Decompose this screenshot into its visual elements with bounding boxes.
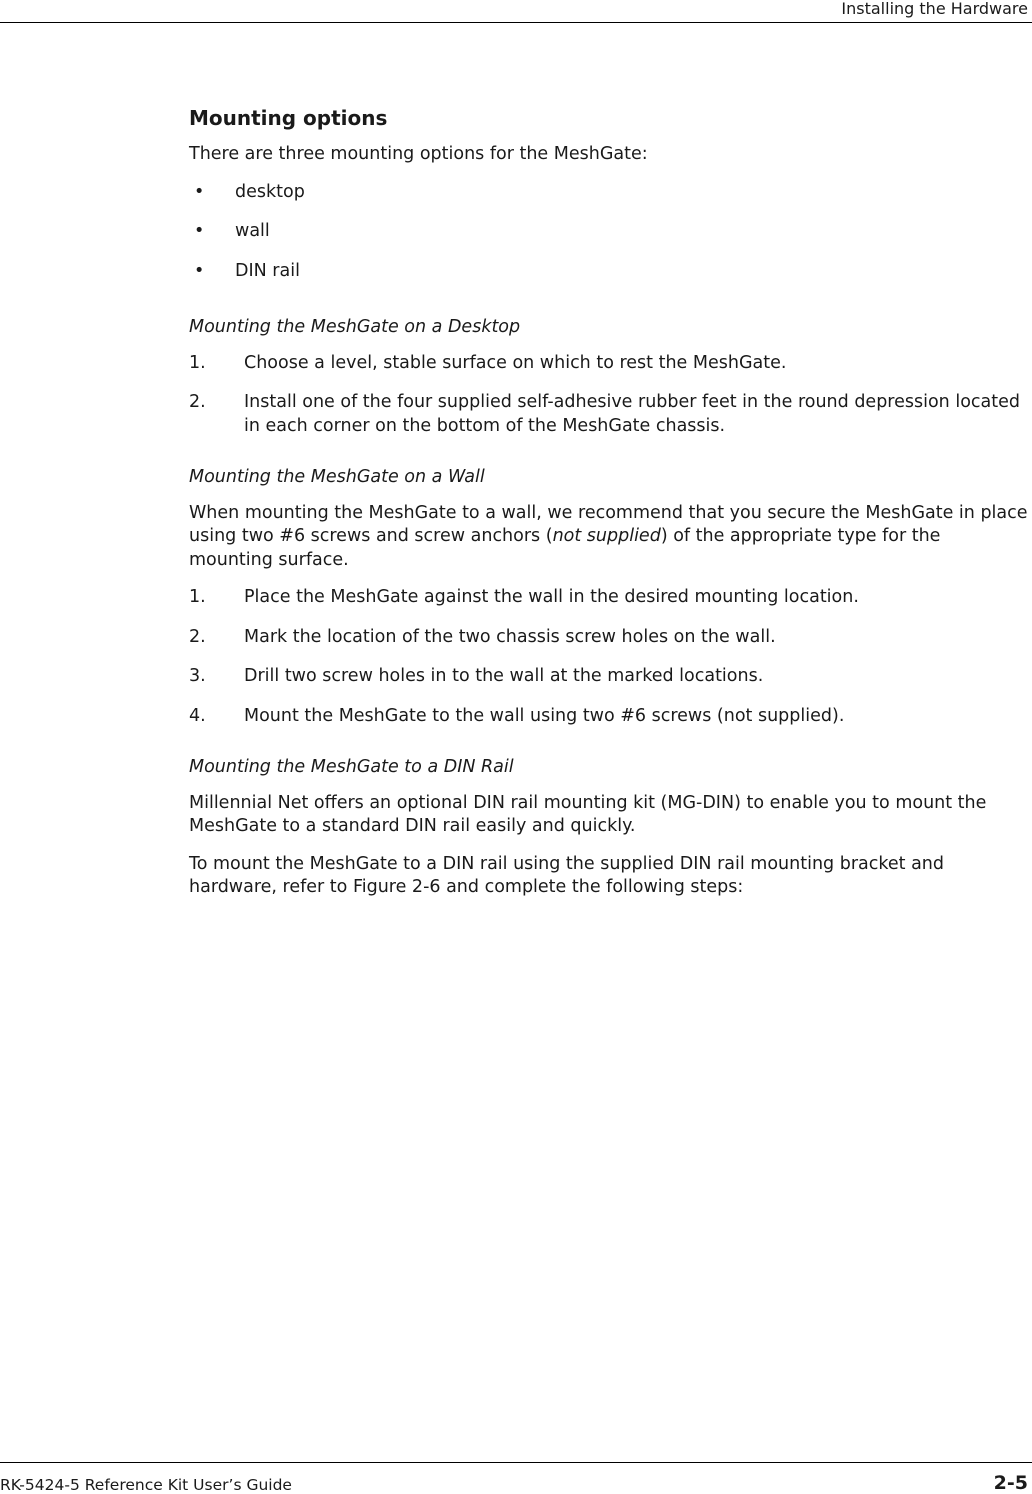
step-item bbox=[189, 352, 1029, 376]
step-number: 1. bbox=[189, 352, 206, 373]
section-heading-mounting-options: Mounting options bbox=[189, 106, 388, 130]
step-item bbox=[189, 665, 1029, 689]
option-label: DIN rail bbox=[235, 260, 300, 281]
bullet-icon: • bbox=[194, 221, 205, 241]
step-item bbox=[189, 391, 1029, 438]
header-rule bbox=[0, 22, 1032, 23]
step-text: Install one of the four supplied self-adhesive rubber feet in the round depression located in each corner on the bottom of the MeshGate chassis. bbox=[244, 392, 1020, 436]
wall-intro bbox=[189, 502, 1029, 573]
page-content bbox=[189, 105, 1029, 914]
option-label: desktop bbox=[235, 181, 305, 202]
step-number: 2. bbox=[189, 626, 206, 647]
step-item bbox=[189, 626, 1029, 650]
step-item bbox=[189, 705, 1029, 729]
option-label: wall bbox=[235, 221, 270, 241]
step-text: Mount the MeshGate to the wall using two #6 screws (not supplied). bbox=[244, 705, 845, 726]
step-text: Drill two screw holes in to the wall at the marked locations. bbox=[244, 666, 764, 686]
wall-intro-after: ) of the appropriate type for the mounting surface. bbox=[189, 526, 941, 570]
step-number: 3. bbox=[189, 666, 206, 686]
din-paragraph-1: Millennial Net offers an optional DIN rail mounting kit (MG-DIN) to enable you to mount the MeshGate to a standard DIN rail easily and quickly. bbox=[189, 792, 987, 836]
list-item bbox=[189, 181, 1029, 205]
din-paragraph-2: To mount the MeshGate to a DIN rail using the supplied DIN rail mounting bracket and hardware, refer to Figure 2-6 and complete the following steps: bbox=[189, 853, 944, 897]
step-number: 2. bbox=[189, 392, 206, 412]
step-text: Place the MeshGate against the wall in the desired mounting location. bbox=[244, 587, 859, 607]
wall-steps bbox=[189, 586, 1029, 728]
bullet-icon: • bbox=[194, 260, 205, 281]
list-item bbox=[189, 220, 1029, 244]
subheading-din-rail: Mounting the MeshGate to a DIN Rail bbox=[189, 757, 514, 777]
footer-rule bbox=[0, 1462, 1032, 1463]
step-item bbox=[189, 586, 1029, 610]
subheading-wall: Mounting the MeshGate on a Wall bbox=[189, 467, 485, 487]
running-header-title: Installing the Hardware bbox=[841, 0, 1028, 18]
step-text: Mark the location of the two chassis screw holes on the wall. bbox=[244, 626, 776, 647]
mounting-intro: There are three mounting options for the MeshGate: bbox=[189, 144, 648, 164]
step-number: 1. bbox=[189, 587, 206, 607]
bullet-icon: • bbox=[194, 181, 205, 202]
mounting-options-list bbox=[189, 181, 1029, 284]
step-text: Choose a level, stable surface on which to rest the MeshGate. bbox=[244, 352, 787, 373]
step-number: 4. bbox=[189, 705, 206, 726]
subheading-desktop: Mounting the MeshGate on a Desktop bbox=[189, 317, 521, 337]
footer-guide-title: RK-5424-5 Reference Kit User’s Guide bbox=[0, 1476, 292, 1494]
wall-intro-before: When mounting the MeshGate to a wall, we recommend that you secure the MeshGate in place using two #6 screws and screw anchors ( bbox=[189, 502, 1028, 546]
desktop-steps bbox=[189, 352, 1029, 439]
wall-intro-emphasis: not supplied bbox=[552, 526, 661, 546]
page-number: 2-5 bbox=[993, 1472, 1028, 1494]
list-item bbox=[189, 260, 1029, 284]
